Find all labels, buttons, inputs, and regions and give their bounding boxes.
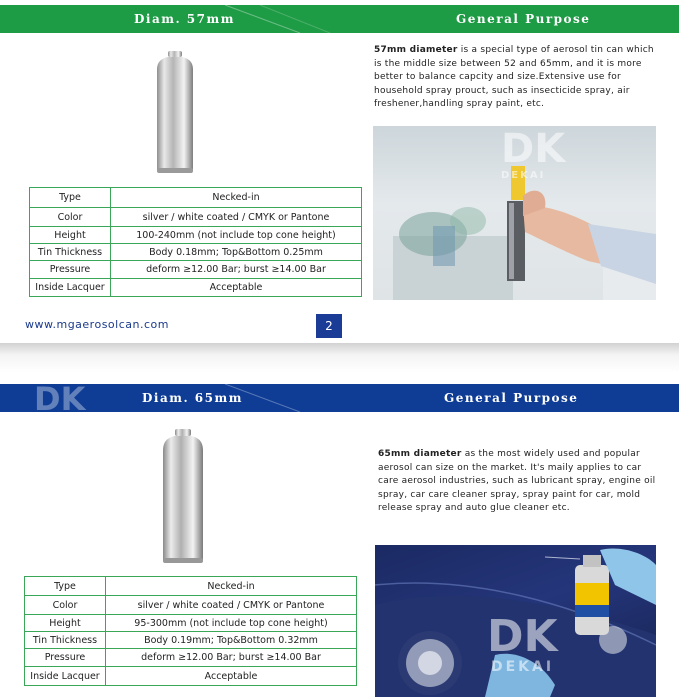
spec-key: Inside Lacquer <box>30 279 111 297</box>
product-description <box>374 44 658 112</box>
spec-key: Pressure <box>30 261 111 279</box>
spec-key: Tin Thickness <box>25 632 106 649</box>
spec-row-color <box>25 596 357 615</box>
spec-key: Pressure <box>25 649 106 667</box>
spec-row-lacquer <box>25 667 357 686</box>
spec-value: deform ≥12.00 Bar; burst ≥14.00 Bar <box>106 649 357 667</box>
spec-row-thickness <box>25 632 357 649</box>
usage-photo-car-care-spray <box>375 545 656 697</box>
header-watermark-logo: DK <box>34 384 86 412</box>
website-link[interactable]: www.mgaerosolcan.com <box>25 318 169 331</box>
spec-value: Acceptable <box>111 279 362 297</box>
spec-key: Type <box>25 577 106 596</box>
spec-value: Necked-in <box>111 188 362 208</box>
description-bold: 65mm diameter <box>378 449 462 459</box>
header-left-title: Diam. 57mm <box>134 12 235 26</box>
header-right-title: General Purpose <box>444 391 579 405</box>
watermark-text: DEKAI <box>501 170 546 181</box>
header-left-title: Diam. 65mm <box>142 391 243 405</box>
spec-row-type <box>30 188 362 208</box>
spec-value: Necked-in <box>106 577 357 596</box>
spec-key: Tin Thickness <box>30 244 111 261</box>
spec-row-height <box>25 615 357 632</box>
spec-row-pressure <box>25 649 357 667</box>
page-header <box>0 384 679 412</box>
spec-value: deform ≥12.00 Bar; burst ≥14.00 Bar <box>111 261 362 279</box>
watermark-logo: DK <box>501 126 566 172</box>
watermark-logo: DK <box>487 611 558 662</box>
catalog-page-57mm <box>0 0 679 343</box>
spec-row-thickness <box>30 244 362 261</box>
aerosol-can-65mm-image <box>161 428 205 564</box>
description-text: as the most widely used and popular aerosol can size on the market. It's maily applies to car care aerosol industries, such as lubricant spray, engine oil spray, car care cleaner spray, spray paint for car, mold release spray and auto glue cleaner etc. <box>378 449 656 513</box>
usage-photo-household-spray <box>373 126 656 300</box>
spec-value: Body 0.18mm; Top&Bottom 0.25mm <box>111 244 362 261</box>
spec-value: silver / white coated / CMYK or Pantone <box>106 596 357 615</box>
spec-key: Inside Lacquer <box>25 667 106 686</box>
spec-table <box>24 576 357 686</box>
spec-key: Type <box>30 188 111 208</box>
page-number: 2 <box>316 314 342 338</box>
spec-key: Height <box>30 227 111 244</box>
header-right-title: General Purpose <box>456 12 591 26</box>
page-separator <box>0 343 679 373</box>
catalog-page-65mm <box>0 384 679 697</box>
description-bold: 57mm diameter <box>374 45 458 55</box>
watermark-text: DEKAI <box>491 659 555 675</box>
spec-row-type <box>25 577 357 596</box>
spec-key: Height <box>25 615 106 632</box>
spec-row-lacquer <box>30 279 362 297</box>
spec-value: silver / white coated / CMYK or Pantone <box>111 208 362 227</box>
aerosol-can-57mm-image <box>155 50 195 174</box>
spec-key: Color <box>25 596 106 615</box>
spec-value: Body 0.19mm; Top&Bottom 0.32mm <box>106 632 357 649</box>
spec-key: Color <box>30 208 111 227</box>
spec-row-color <box>30 208 362 227</box>
spec-value: 95-300mm (not include top cone height) <box>106 615 357 632</box>
spec-row-height <box>30 227 362 244</box>
product-description <box>378 448 662 516</box>
spec-value: 100-240mm (not include top cone height) <box>111 227 362 244</box>
spec-value: Acceptable <box>106 667 357 686</box>
page-header <box>0 5 679 33</box>
spec-table <box>29 187 362 297</box>
spec-row-pressure <box>30 261 362 279</box>
description-text: is a special type of aerosol tin can which is the middle size between 52 and 65mm, and it is more better to balance capcity and size.Extensive use for household spray prouct, such as insecticide spray, air freshener,handling spray paint, etc. <box>374 45 654 109</box>
